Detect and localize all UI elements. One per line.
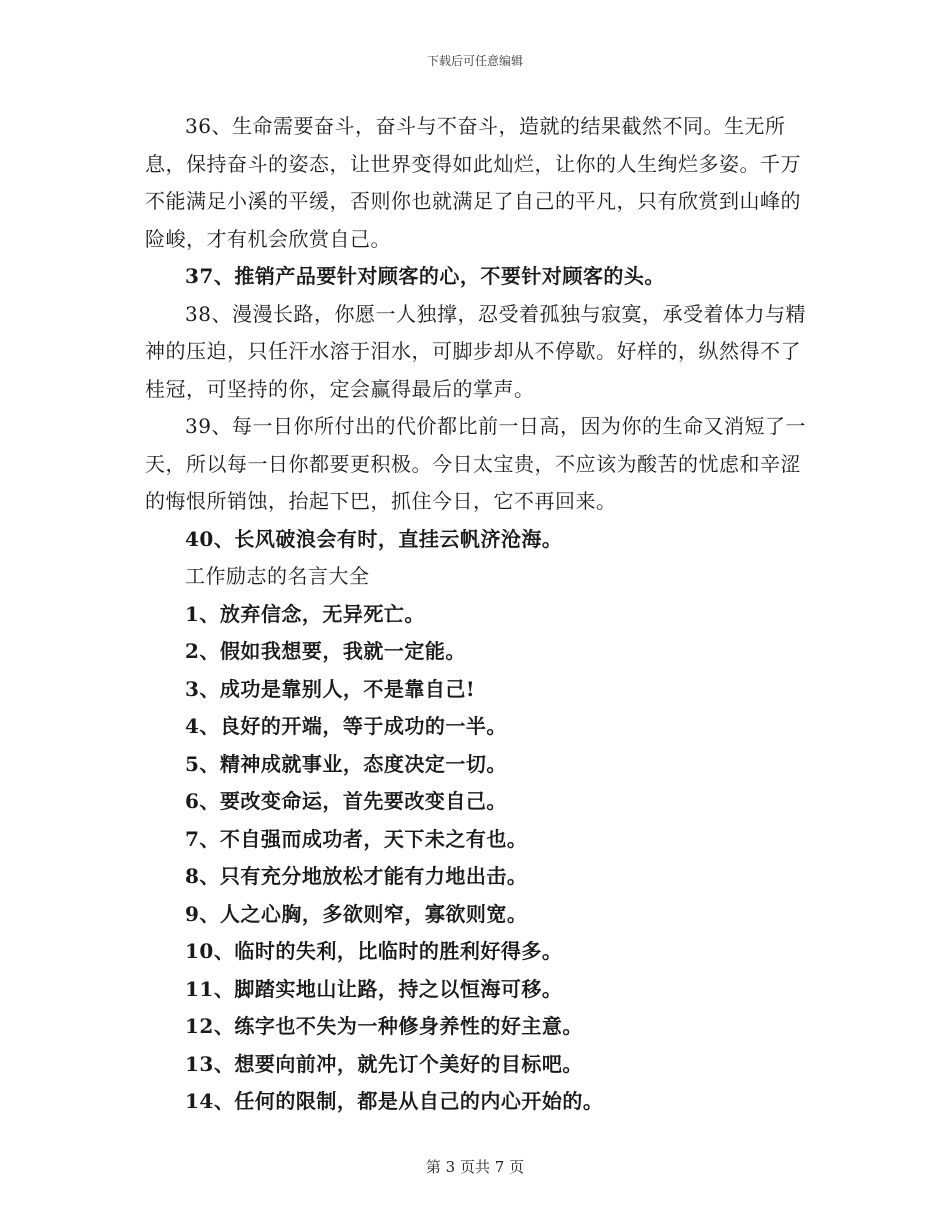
quote-item-7: 7、不自强而成功者，天下未之有也。 [185,826,528,851]
quote-item-13: 13、想要向前冲，就先订个美好的目标吧。 [185,1051,583,1076]
quote-item-6: 6、要改变命运，首先要改变自己。 [185,789,507,813]
document-body [145,108,813,1121]
quote-item-1: 1、放弃信念，无异死亡。 [185,601,425,626]
section-heading: 工作励志的名言大全 [185,564,370,588]
quote-item-9: 9、人之心胸，多欲则窄，寡欲则宽。 [185,901,528,926]
quote-item-4: 4、良好的开端，等于成功的一半。 [185,714,507,738]
quote-item-10: 10、临时的失利，比临时的胜利好得多。 [185,939,563,963]
page-header: 下载后可任意编辑 [426,54,523,68]
paragraph-40: 40、长风破浪会有时，直挂云帆济沧海。 [185,526,563,551]
quote-item-8: 8、只有充分地放松才能有力地出击。 [185,864,528,888]
paragraph-36: 36、生命需要奋斗，奋斗与不奋斗，造就的结果截然不同。生无所息，保持奋斗的姿态，让世界变得如此灿烂，让你的人生绚烂多姿。千万不能满足小溪的平缓，否则你也就满足了自己的平凡，只有欣赏到山峰的险峻，才有机会欣赏自己。 [145,114,801,251]
quote-item-5: 5、精神成就事业，态度决定一切。 [185,751,507,776]
quote-item-3: 3、成功是靠别人，不是靠自己! [185,676,476,701]
paragraph-37: 37、推销产品要针对顾客的心，不要针对顾客的头。 [185,264,665,288]
paragraph-39: 39、每一日你所付出的代价都比前一日高，因为你的生命又消短了一天，所以每一日你都要更积极。今日太宝贵，不应该为酸苦的忧虑和辛涩的悔恨所销蚀，抬起下巴，抓住今日，它不再回来。 [145,414,806,513]
quote-item-2: 2、假如我想要，我就一定能。 [185,639,466,663]
quote-item-12: 12、练字也不失为一种修身养性的好主意。 [185,1014,583,1038]
quote-item-14: 14、任何的限制，都是从自己的内心开始的。 [185,1089,604,1113]
paragraph-38: 38、漫漫长路，你愿一人独撑，忍受着孤独与寂寞，承受着体力与精神的压迫，只任汗水溶于泪水，可脚步却从不停歇。好样的，纵然得不了桂冠，可坚持的你，定会赢得最后的掌声。 [145,301,806,401]
page-number: 第 3 页共 7 页 [425,1158,525,1176]
quote-item-11: 11、脚踏实地山让路，持之以恒海可移。 [185,976,563,1001]
